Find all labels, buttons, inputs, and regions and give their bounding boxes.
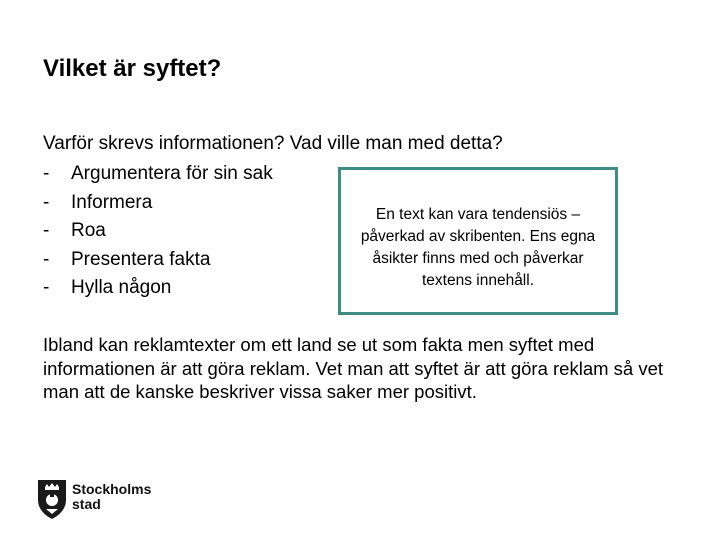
bullet-text: Informera <box>71 191 153 213</box>
stockholm-crest-icon <box>36 478 68 520</box>
logo-line-2: stad <box>72 496 101 512</box>
bullet-dash: - <box>43 277 50 299</box>
logo-line-1: Stockholms <box>72 481 152 497</box>
bullet-dash: - <box>43 191 50 213</box>
bullet-dash: - <box>43 248 50 270</box>
body-paragraph: Ibland kan reklamtexter om ett land se ut som fakta men syftet med informationen är att göra reklam. Vet man att syftet är att göra reklam så vet man att de kanske beskriver vissa saker mer positivt. <box>43 334 664 402</box>
bullet-dash: - <box>43 163 50 184</box>
bullet-text: Roa <box>71 220 106 242</box>
intro-text: Varför skrevs informationen? Vad ville man med detta? <box>43 133 503 154</box>
bullet-text: Presentera fakta <box>71 248 211 270</box>
slide-title: Vilket är syftet? <box>43 55 222 82</box>
bullet-dash: - <box>43 220 50 242</box>
callout-box: En text kan vara tendensiös – påverkad av skribenten. Ens egna åsikter finns med och påverkar textens innehåll. <box>338 167 618 315</box>
bullet-text: Hylla någon <box>71 277 172 299</box>
logo-wordmark <box>72 482 151 512</box>
bullet-text: Argumentera för sin sak <box>71 163 273 184</box>
stockholms-stad-logo <box>36 478 156 520</box>
